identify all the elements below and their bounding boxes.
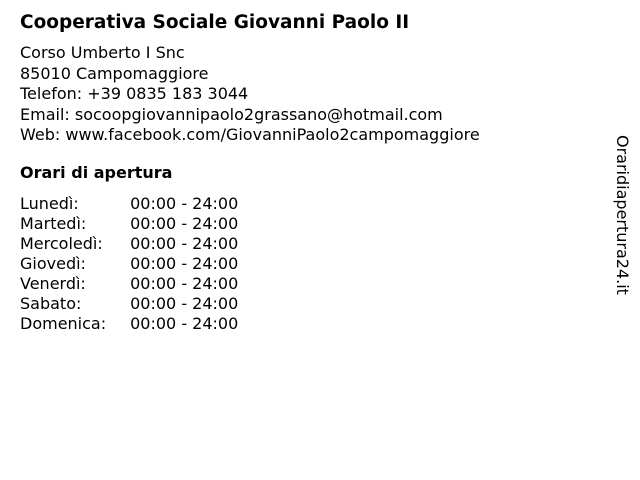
day-time: 00:00 - 24:00 bbox=[130, 214, 239, 233]
contact-block bbox=[20, 43, 480, 146]
opening-hours-table bbox=[20, 194, 238, 334]
day-label: Giovedì: bbox=[20, 254, 86, 273]
hours-row-monday bbox=[20, 194, 238, 214]
hours-row-friday bbox=[20, 274, 238, 294]
hours-row-thursday bbox=[20, 254, 238, 274]
day-time: 00:00 - 24:00 bbox=[130, 254, 239, 273]
phone-line: Telefon: +39 0835 183 3044 bbox=[20, 84, 249, 103]
hours-row-tuesday bbox=[20, 214, 238, 234]
day-time: 00:00 - 24:00 bbox=[130, 194, 239, 213]
day-time: 00:00 - 24:00 bbox=[130, 294, 239, 313]
day-label: Mercoledì: bbox=[20, 234, 103, 253]
day-label: Venerdì: bbox=[20, 274, 86, 293]
day-label: Lunedì: bbox=[20, 194, 79, 213]
address-city: 85010 Campomaggiore bbox=[20, 63, 209, 83]
day-time: 00:00 - 24:00 bbox=[130, 234, 239, 253]
address-street: Corso Umberto I Snc bbox=[20, 43, 185, 62]
day-time: 00:00 - 24:00 bbox=[130, 314, 239, 333]
hours-row-wednesday bbox=[20, 234, 238, 254]
day-label: Sabato: bbox=[20, 294, 82, 313]
hours-row-saturday bbox=[20, 294, 238, 314]
opening-hours-heading: Orari di apertura bbox=[20, 163, 173, 182]
hours-row-sunday bbox=[20, 314, 238, 334]
day-label: Martedì: bbox=[20, 214, 87, 233]
day-label: Domenica: bbox=[20, 314, 107, 333]
business-name: Cooperativa Sociale Giovanni Paolo II bbox=[20, 12, 410, 33]
site-watermark: Oraridiapertura24.it bbox=[613, 135, 632, 295]
web-line: Web: www.facebook.com/GiovanniPaolo2campomaggiore bbox=[20, 125, 480, 144]
email-line: Email: socoopgiovannipaolo2grassano@hotmail.com bbox=[20, 104, 443, 124]
day-time: 00:00 - 24:00 bbox=[130, 274, 239, 293]
